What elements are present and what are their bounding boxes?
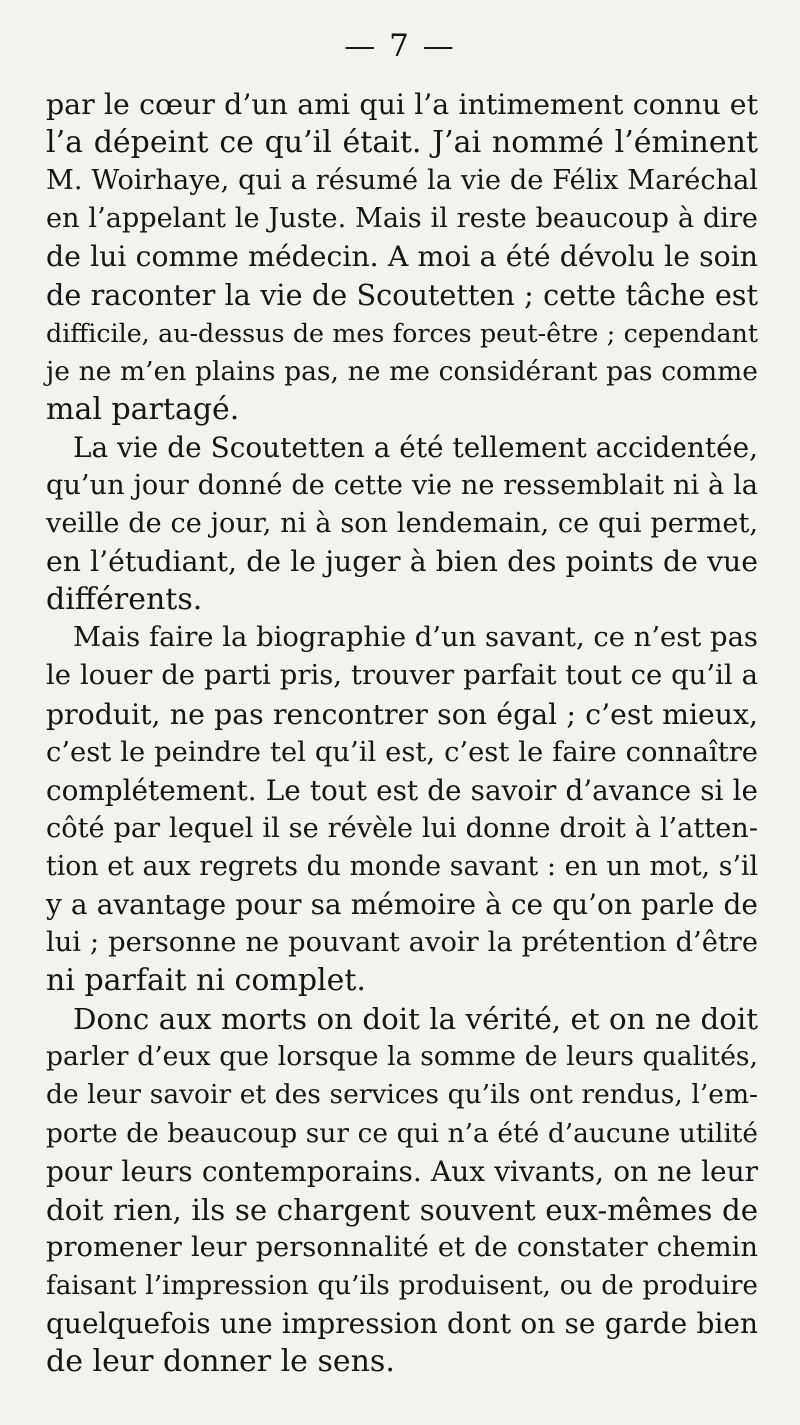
- body-text: [46, 86, 758, 1381]
- text-line: côté par lequel il se révèle lui donne droit à l’atten-: [46, 812, 758, 844]
- text-line: ni parfait ni complet.: [46, 963, 366, 999]
- page-number: — 7 —: [344, 28, 456, 64]
- text-line: produit, ne pas rencontrer son égal ; c’est mieux,: [46, 697, 758, 731]
- text-line: La vie de Scoutetten a été tellement accidentée,: [73, 430, 758, 464]
- text-line: complétement. Le tout est de savoir d’avance si le: [46, 773, 758, 807]
- text-line: de leur savoir et des services qu’ils ont rendus, l’em-: [46, 1079, 758, 1111]
- text-line: le louer de parti pris, trouver parfait tout ce qu’il a: [46, 660, 758, 692]
- text-line: de lui comme médecin. A moi a été dévolu le soin: [46, 240, 758, 274]
- text-line: veille de ce jour, ni à son lendemain, ce qui permet,: [46, 508, 758, 540]
- text-line: qu’un jour donné de cette vie ne ressemblait ni à la: [46, 469, 758, 501]
- text-line: en l’appelant le Juste. Mais il reste beaucoup à dire: [46, 203, 758, 235]
- text-line: y a avantage pour sa mémoire à ce qu’on parle de: [46, 887, 758, 921]
- text-line: pour leurs contemporains. Aux vivants, on ne leur: [46, 1154, 758, 1188]
- text-line: c’est le peindre tel qu’il est, c’est le faire connaître: [46, 736, 758, 768]
- text-line: Donc aux morts on doit la vérité, et on ne doit: [73, 1002, 758, 1037]
- text-line: quelquefois une impression dont on se garde bien: [46, 1307, 758, 1340]
- text-line: de raconter la vie de Scoutetten ; cette tâche est: [46, 278, 758, 313]
- text-line: par le cœur d’un ami qui l’a intimement connu et: [46, 88, 758, 121]
- text-line: de leur donner le sens.: [46, 1344, 395, 1380]
- text-line: M. Woirhaye, qui a résumé la vie de Félix Maréchal: [46, 165, 758, 197]
- text-line: promener leur personnalité et de constater chemin: [46, 1231, 758, 1263]
- text-line: doit rien, ils se chargent souvent eux-mêmes de: [46, 1192, 758, 1227]
- paragraph-1: [46, 86, 758, 429]
- text-line: difficile, au-dessus de mes forces peut-être ; cependant: [46, 318, 758, 348]
- text-line: en l’étudiant, de le juger à bien des points de vue: [46, 545, 758, 579]
- text-line: faisant l’impression qu’ils produisent, ou de produire: [46, 1270, 758, 1301]
- text-line: parler d’eux que lorsque la somme de leurs qualités,: [46, 1041, 758, 1073]
- paragraph-3: [46, 619, 758, 1000]
- text-line: Mais faire la biographie d’un savant, ce n’est pas: [73, 622, 758, 654]
- paragraph-4: [46, 1000, 758, 1381]
- text-line: l’a dépeint ce qu’il était. J’ai nommé l’éminent: [46, 125, 758, 161]
- text-line: mal partagé.: [46, 391, 240, 427]
- paragraph-2: [46, 429, 758, 619]
- text-line: différents.: [46, 582, 203, 618]
- text-line: tion et aux regrets du monde savant : en un mot, s’il: [46, 850, 758, 882]
- text-line: porte de beaucoup sur ce qui n’a été d’aucune utilité: [46, 1118, 758, 1149]
- text-line: je ne m’en plains pas, ne me considérant pas comme: [46, 355, 758, 387]
- text-line: lui ; personne ne pouvant avoir la prétention d’être: [46, 927, 758, 959]
